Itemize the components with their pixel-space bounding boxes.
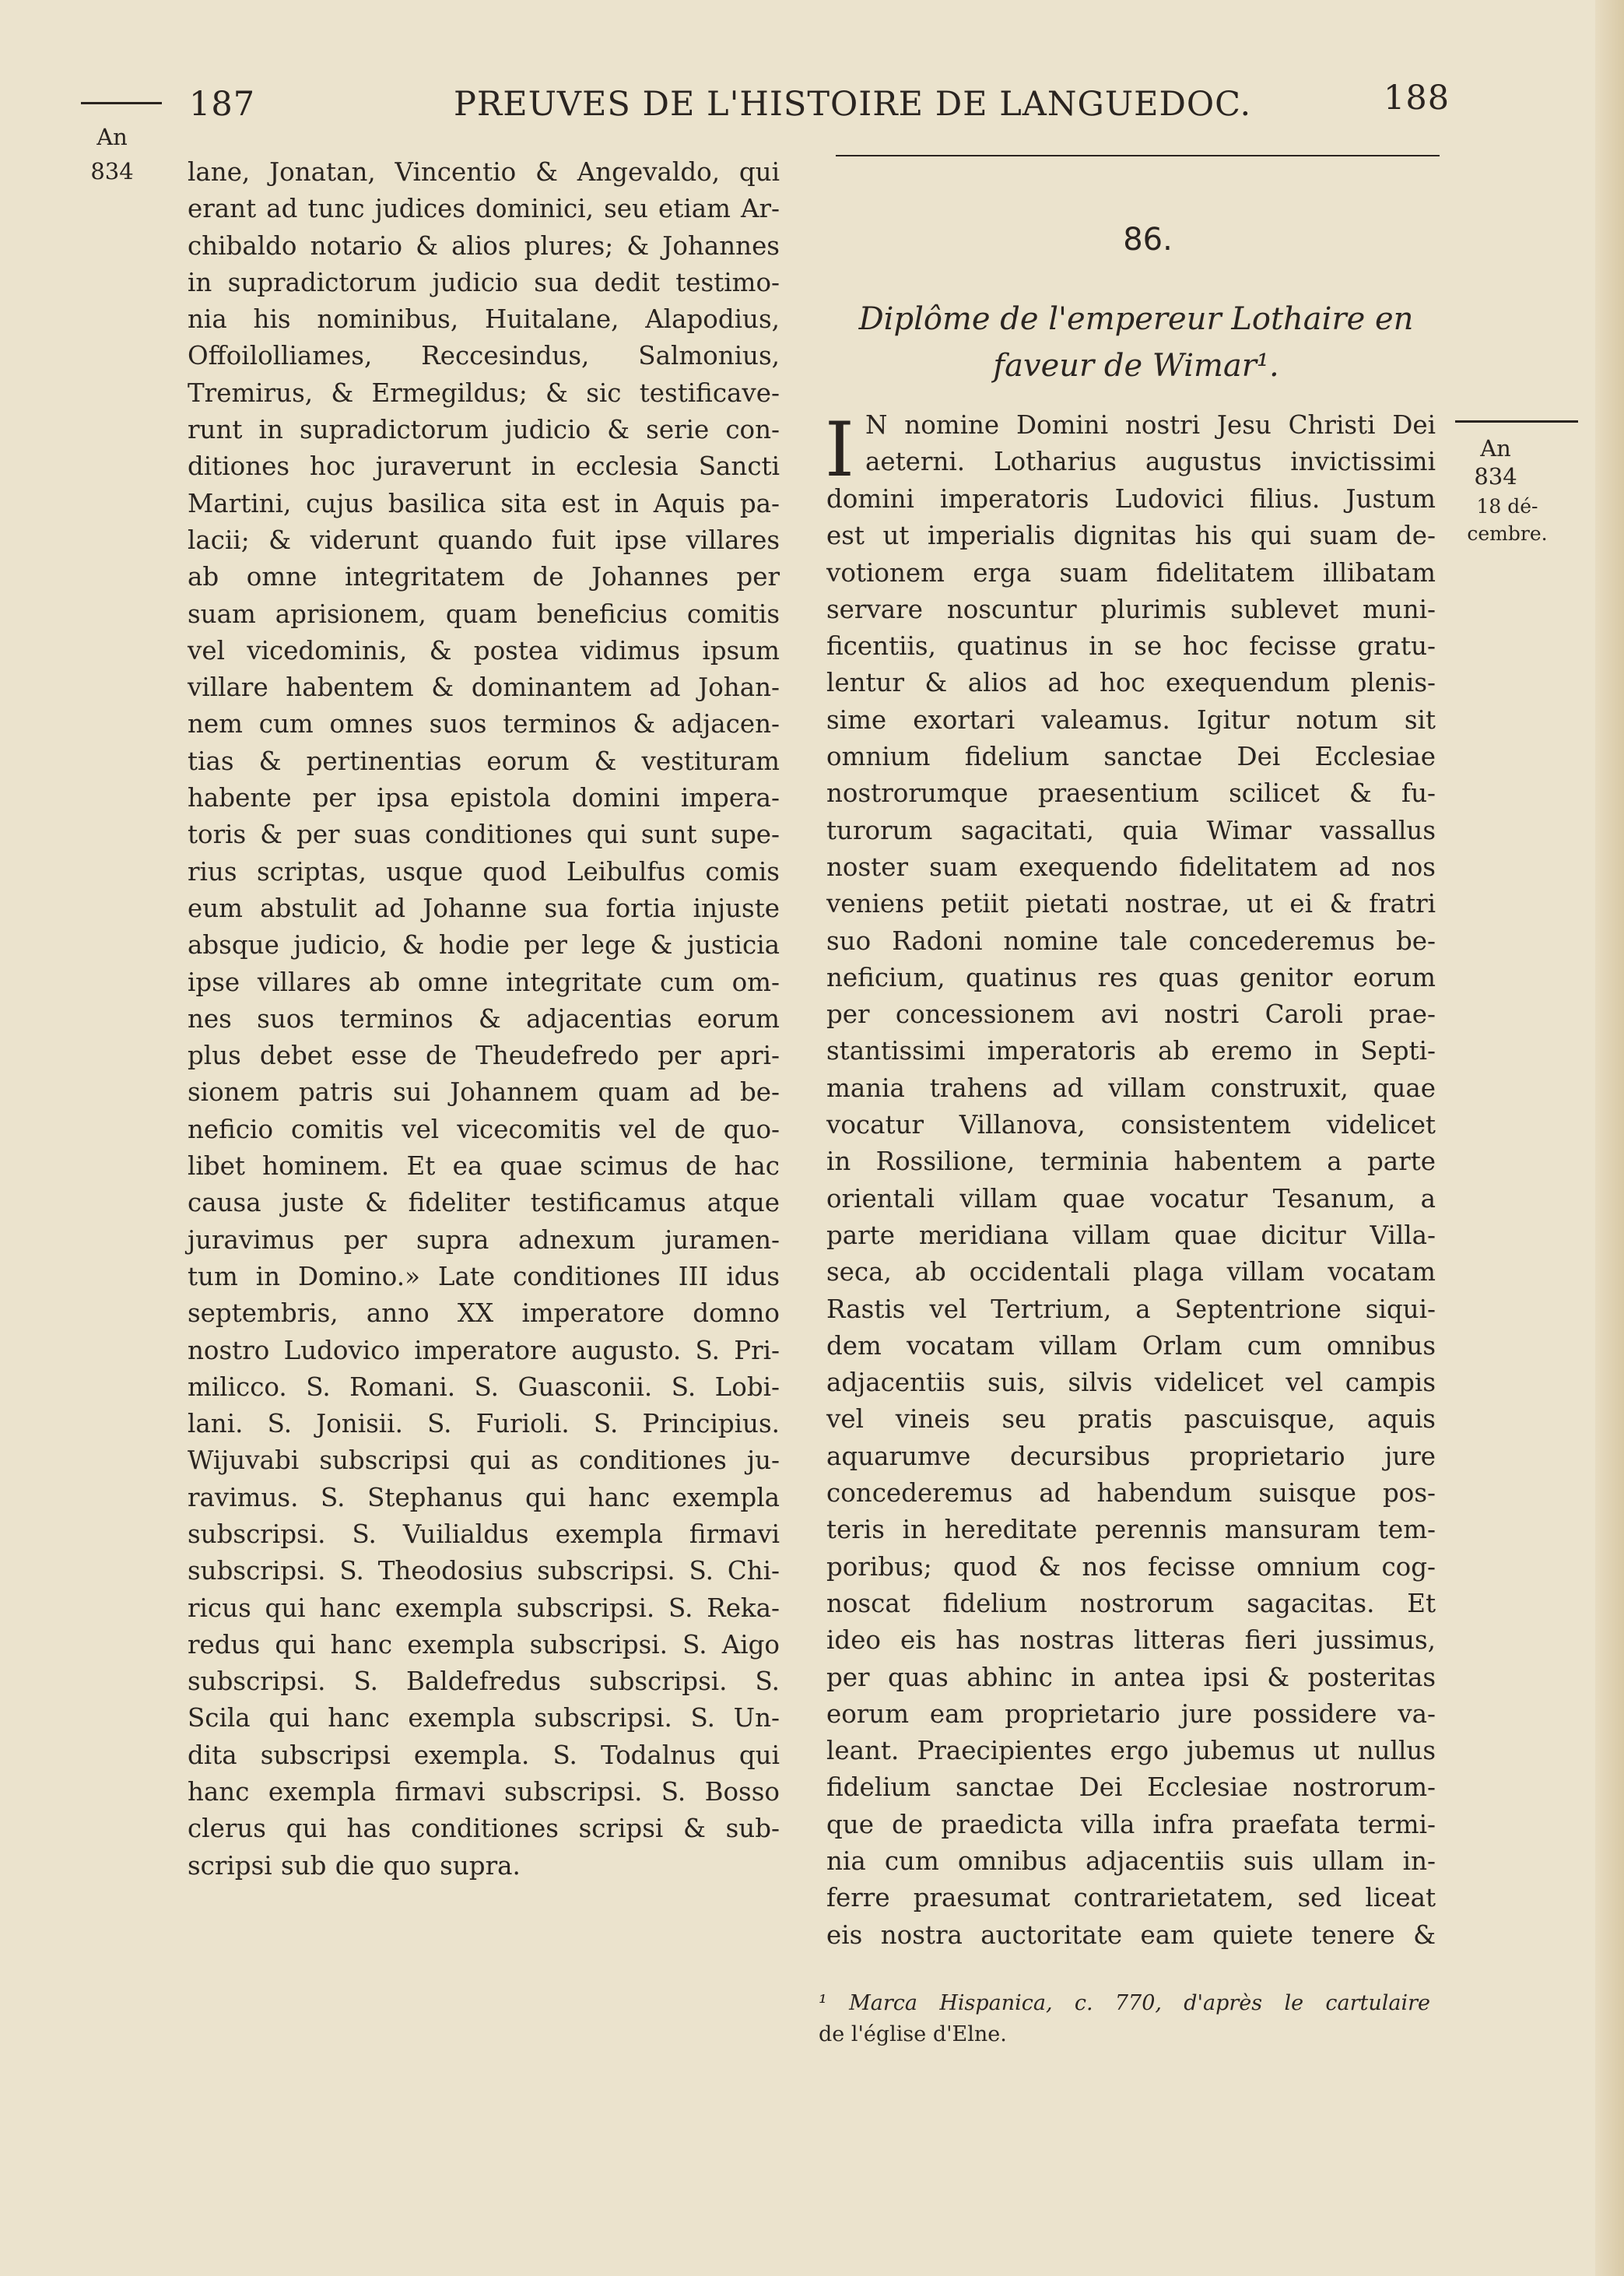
running-title: PREUVES DE L'HISTOIRE DE LANGUEDOC. <box>454 85 1252 124</box>
right-margin-year: 834 <box>1474 463 1517 490</box>
text-line: nes suos terminos & adjacentias eorum <box>188 1003 780 1034</box>
text-line: juravimus per supra adnexum juramen- <box>188 1224 780 1255</box>
text-line: ferre praesumat contrarietatem, sed liceat <box>826 1883 1436 1913</box>
left-margin-note <box>81 123 143 185</box>
text-line: nostrorumque praesentium scilicet & fu- <box>826 778 1436 809</box>
text-line: nostro Ludovico imperatore augusto. S. Pri- <box>188 1335 780 1365</box>
text-line: per quas abhinc in antea ipsi & posteritas <box>826 1662 1436 1692</box>
right-margin-date-line2: cembre. <box>1467 522 1548 545</box>
text-line: que de praedicta villa infra praefata termi- <box>826 1809 1436 1839</box>
left-margin-year: 834 <box>90 158 134 184</box>
right-margin-date-line1: 18 dé- <box>1476 495 1538 518</box>
text-line: villare habentem & dominantem ad Johan- <box>188 673 780 703</box>
text-line: ricus qui hanc exempla subscripsi. S. Reka- <box>188 1593 780 1623</box>
text-line: erant ad tunc judices dominici, seu etiam Ar- <box>188 194 780 224</box>
document-title <box>825 296 1447 389</box>
text-line: vel vicedominis, & postea vidimus ipsum <box>188 635 780 666</box>
page-number-left: 187 <box>189 85 256 124</box>
text-line: seca, ab occidentali plaga villam vocatam <box>826 1257 1436 1287</box>
text-line: neficium, quatinus res quas genitor eorum <box>826 962 1436 992</box>
text-line: mania trahens ad villam construxit, quae <box>826 1073 1436 1103</box>
right-margin-an: An <box>1480 435 1511 462</box>
text-line: eis nostra auctoritate eam quiete tenere & <box>826 1919 1436 1950</box>
footnote-line2: de l'église d'Elne. <box>819 2022 1007 2046</box>
text-line: eum abstulit ad Johanne sua fortia injuste <box>188 893 780 923</box>
text-line: ab omne integritatem de Johannes per <box>188 562 780 592</box>
text-line: neficio comitis vel vicecomitis vel de quo- <box>188 1114 780 1144</box>
text-line: lani. S. Jonisii. S. Furioli. S. Principius. <box>188 1409 780 1439</box>
text-line: omnium fidelium sanctae Dei Ecclesiae <box>826 742 1436 772</box>
right-margin-rule <box>1455 420 1578 423</box>
text-line: adjacentiis suis, silvis videlicet vel campis <box>826 1368 1436 1398</box>
text-line: per concessionem avi nostri Caroli prae- <box>826 999 1436 1030</box>
text-line: tum in Domino.» Late conditiones III idus <box>188 1261 780 1291</box>
document-title-line1: Diplôme de l'empereur Lothaire en <box>858 301 1414 337</box>
text-line: noscat fidelium nostrorum sagacitas. Et <box>826 1588 1436 1618</box>
page-edge-shadow <box>1595 0 1624 2276</box>
text-line: vel vineis seu pratis pascuisque, aquis <box>826 1404 1436 1435</box>
text-line: aeterni. Lotharius augustus invictissimi <box>865 447 1436 477</box>
text-line: suam aprisionem, quam beneficius comitis <box>188 599 780 629</box>
text-line: toris & per suas conditiones qui sunt supe- <box>188 820 780 850</box>
text-line: nia cum omnibus adjacentiis suis ullam in- <box>826 1846 1436 1876</box>
text-line: plus debet esse de Theudefredo per apri- <box>188 1041 780 1071</box>
text-line: est ut imperialis dignitas his qui suam de- <box>826 521 1436 551</box>
text-line: stantissimi imperatoris ab eremo in Septi- <box>826 1036 1436 1066</box>
text-line: lane, Jonatan, Vincentio & Angevaldo, qui <box>188 157 780 187</box>
left-margin-an: An <box>96 124 128 150</box>
text-line: concederemus ad habendum suisque pos- <box>826 1478 1436 1509</box>
text-line: nem cum omnes suos terminos & adjacen- <box>188 709 780 739</box>
text-line: chibaldo notario & alios plures; & Johannes <box>188 230 780 261</box>
document-opening-lines <box>865 407 1436 481</box>
left-column-text <box>188 154 780 1884</box>
text-line: veniens petiit pietati nostrae, ut ei & fratri <box>826 889 1436 919</box>
footnote <box>819 1988 1430 2050</box>
text-line: domini imperatoris Ludovici filius. Justum <box>826 484 1436 514</box>
text-line: lentur & alios ad hoc exequendum plenis- <box>826 668 1436 698</box>
text-line: redus qui hanc exempla subscripsi. S. Aigo <box>188 1629 780 1660</box>
text-line: ravimus. S. Stephanus qui hanc exempla <box>188 1482 780 1512</box>
text-line: septembris, anno XX imperatore domno <box>188 1298 780 1329</box>
page-number-right: 188 <box>1384 79 1450 118</box>
text-line: Martini, cujus basilica sita est in Aquis pa- <box>188 488 780 518</box>
text-line: suo Radoni nomine tale concederemus be- <box>826 926 1436 956</box>
text-line: Rastis vel Tertrium, a Septentrione siqui- <box>826 1294 1436 1324</box>
text-line: ipse villares ab omne integritate cum om- <box>188 967 780 997</box>
text-line: Wijuvabi subscripsi qui as conditiones ju- <box>188 1445 780 1476</box>
text-line: tias & pertinentias eorum & vestituram <box>188 746 780 776</box>
text-line: in Rossilione, terminia habentem a parte <box>826 1147 1436 1177</box>
text-line: in supradictorum judicio sua dedit testimo- <box>188 267 780 297</box>
text-line: ditiones hoc juraverunt in ecclesia Sancti <box>188 451 780 482</box>
text-line: runt in supradictorum judicio & serie con- <box>188 415 780 445</box>
text-line: eorum eam proprietario jure possidere va- <box>826 1698 1436 1729</box>
text-line: causa juste & fideliter testificamus atque <box>188 1188 780 1218</box>
document-body-text <box>826 481 1436 1954</box>
text-line: subscripsi. S. Baldefredus subscripsi. S. <box>188 1667 780 1697</box>
text-line: Offoilolliames, Reccesindus, Salmonius, <box>188 341 780 371</box>
document-title-line2: faveur de Wimar¹. <box>993 348 1279 384</box>
text-line: fidelium sanctae Dei Ecclesiae nostrorum- <box>826 1772 1436 1803</box>
text-line: leant. Praecipientes ergo jubemus ut nullus <box>826 1736 1436 1766</box>
text-line: nia his nominibus, Huitalane, Alapodius, <box>188 304 780 335</box>
text-line: hanc exempla firmavi subscripsi. S. Bosso <box>188 1777 780 1807</box>
right-margin-note <box>1464 434 1527 490</box>
text-line: servare noscuntur plurimis sublevet muni- <box>826 594 1436 624</box>
left-header-rule <box>81 102 162 104</box>
text-line: N nomine Domini nostri Jesu Christi Dei <box>865 410 1436 440</box>
text-line: dem vocatam villam Orlam cum omnibus <box>826 1330 1436 1361</box>
text-line: Scila qui hanc exempla subscripsi. S. Un- <box>188 1703 780 1733</box>
text-line: rius scriptas, usque quod Leibulfus comis <box>188 856 780 887</box>
text-line: poribus; quod & nos fecisse omnium cog- <box>826 1551 1436 1582</box>
text-line: sime exortari valeamus. Igitur notum sit <box>826 704 1436 735</box>
right-column-rule <box>836 155 1440 156</box>
text-line: subscripsi. S. Vuilialdus exempla firmavi <box>188 1519 780 1549</box>
document-number: 86. <box>1123 222 1173 258</box>
text-line: dita subscripsi exempla. S. Todalnus qui <box>188 1740 780 1770</box>
text-line: sionem patris sui Johannem quam ad be- <box>188 1077 780 1108</box>
text-line: clerus qui has conditiones scripsi & sub- <box>188 1814 780 1844</box>
text-line: parte meridiana villam quae dicitur Villa- <box>826 1220 1436 1250</box>
text-line: subscripsi. S. Theodosius subscripsi. S. Chi- <box>188 1556 780 1586</box>
text-line: votionem erga suam fidelitatem illibatam <box>826 557 1436 588</box>
text-line: ideo eis has nostras litteras fieri jussimus, <box>826 1625 1436 1656</box>
text-line: noster suam exequendo fidelitatem ad nos <box>826 852 1436 882</box>
text-line: vocatur Villanova, consistentem videlicet <box>826 1110 1436 1140</box>
text-line: Tremirus, & Ermegildus; & sic testificave- <box>188 378 780 408</box>
text-line: orientali villam quae vocatur Tesanum, a <box>826 1183 1436 1214</box>
text-line: turorum sagacitati, quia Wimar vassallus <box>826 815 1436 845</box>
text-line: libet hominem. Et ea quae scimus de hac <box>188 1151 780 1182</box>
text-line: ficentiis, quatinus in se hoc fecisse gratu- <box>826 631 1436 662</box>
text-line: teris in hereditate perennis mansuram tem- <box>826 1515 1436 1545</box>
drop-cap: I <box>825 406 854 493</box>
text-line: scripsi sub die quo supra. <box>188 1850 521 1881</box>
right-margin-date <box>1457 493 1558 547</box>
footnote-line1: ¹ Marca Hispanica, c. 770, d'après le cartulaire <box>819 1991 1430 2015</box>
text-line: lacii; & viderunt quando fuit ipse villares <box>188 525 780 555</box>
text-line: habente per ipsa epistola domini impera- <box>188 783 780 813</box>
text-line: absque judicio, & hodie per lege & justicia <box>188 930 780 961</box>
text-line: milicco. S. Romani. S. Guasconii. S. Lobi- <box>188 1372 780 1402</box>
text-line: aquarumve decursibus proprietario jure <box>826 1441 1436 1471</box>
